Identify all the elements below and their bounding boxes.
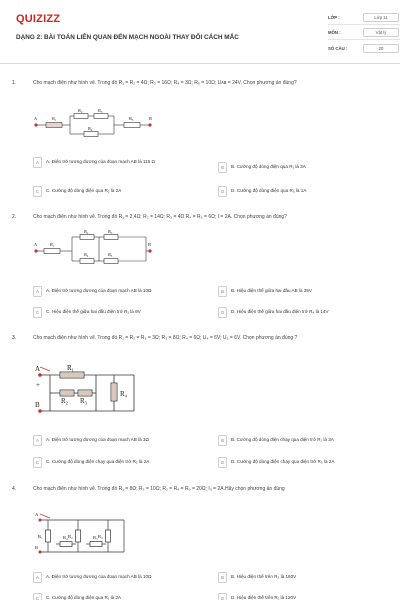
answer-option-d[interactable]: [218, 457, 388, 470]
circuit-label: R₁: [38, 534, 43, 539]
answer-option-a[interactable]: [33, 435, 211, 448]
question-text: Cho mạch điện như hình vẽ. Trong đó R₁ = R₂ = 4Ω; R₃ = 16Ω; R₄ = 3Ω; R₅ = 10Ω; Uᴀʙ = 24V. Chọn phương án đúng?: [33, 80, 297, 86]
option-text: D. Hiệu điện thế trên R₁ là 120V: [231, 595, 297, 600]
circuit-label: B: [35, 545, 39, 550]
circuit-label: R₄: [63, 535, 68, 540]
answer-option-c[interactable]: [33, 457, 211, 470]
option-key: A: [33, 157, 42, 168]
option-text: B. Cường độ dòng điện chạy qua điện trở R₁ là 3A: [231, 437, 334, 442]
circuit-label: R₂: [61, 397, 69, 405]
circuit-label: +: [36, 381, 40, 389]
option-key: C: [33, 457, 42, 468]
circuit-label: R₃: [98, 534, 103, 539]
option-text: A. Điện trở tương đương của đoạn mạch AB là 10Ω: [46, 288, 152, 293]
circuit-label: R₂: [84, 229, 89, 234]
divider: [328, 24, 400, 25]
option-key: D: [218, 457, 227, 468]
circuit-label: R₄: [88, 126, 93, 131]
question-text: Cho mạch điện như hình vẽ. Trong đó R₁ = R₂ = R₃ = 3Ω; R₃ = 8Ω; R₄ = 6Ω; U₄ = 6V; U₅ = 6V. Chọn phương án đúng ?: [33, 335, 298, 341]
question-text: Cho mạch điện như hình vẽ. Trong đó R₁ = 8Ω; R₃ = 10Ω; R₂ = R₄ = R₅ = 20Ω; I₃ = 2A.Hãy chọn phương án đúng: [33, 486, 285, 492]
option-text: C. Cường độ dòng điện qua R₂ là 2A: [46, 188, 122, 193]
answer-option-b[interactable]: [218, 286, 388, 299]
question-number: 4.: [12, 486, 17, 492]
option-key: A: [33, 572, 42, 583]
circuit-label: R₃: [80, 397, 88, 405]
answer-option-b[interactable]: [218, 572, 388, 585]
circuit-label: A: [35, 365, 41, 373]
divider: [328, 39, 400, 40]
answer-option-c[interactable]: [33, 593, 211, 600]
question-count-value: 20: [363, 44, 399, 53]
circuit-label: R₅: [108, 252, 113, 257]
subject-label: MÔN :: [328, 30, 341, 35]
option-key: B: [218, 162, 227, 173]
quizizz-logo[interactable]: QUIZIZZ: [16, 13, 61, 25]
option-key: A: [33, 286, 42, 297]
circuit-label: A: [35, 512, 39, 517]
option-key: A: [33, 435, 42, 446]
circuit-diagram: [34, 512, 134, 558]
answer-option-b[interactable]: [218, 435, 388, 448]
circuit-label: R₁: [52, 116, 57, 121]
option-key: B: [218, 435, 227, 446]
answer-option-b[interactable]: [218, 162, 388, 175]
option-text: B. Cường độ dòng điện qua R₁ là 3A: [231, 164, 306, 169]
option-text: D. Cường độ dòng điện chạy qua điện trở R₃ là 2A: [231, 459, 335, 464]
circuit-label: B: [35, 401, 40, 409]
option-text: A. Điện trở tương đương của đoạn mạch AB là 10Ω: [46, 574, 152, 579]
worksheet-header: [0, 0, 400, 64]
option-key: B: [218, 286, 227, 297]
option-text: C. Cường độ dòng điện qua R₁ là 2A: [46, 595, 122, 600]
option-text: C. Hiệu điện thế giữa hai đầu điện trở R₁ là 9V: [46, 309, 141, 314]
answer-option-d[interactable]: [218, 593, 388, 600]
class-value: Lớp 11: [363, 13, 399, 22]
answer-option-a[interactable]: [33, 286, 211, 299]
option-text: D. Hiệu điện thế giữa hai đầu điện trở R₄ là 14V: [231, 309, 329, 314]
circuit-label: R₂: [78, 108, 83, 113]
answer-option-c[interactable]: [33, 307, 211, 320]
answer-option-d[interactable]: [218, 307, 388, 320]
circuit-label: R₃: [108, 229, 113, 234]
circuit-diagram: [34, 363, 154, 425]
circuit-label: R₁: [67, 364, 75, 372]
circuit-label: R₁: [50, 242, 55, 247]
circuit-label: B: [149, 116, 152, 121]
circuit-label: A: [34, 116, 38, 121]
option-key: C: [33, 186, 42, 197]
circuit-label: R₃: [98, 108, 103, 113]
circuit-label: A: [34, 242, 38, 247]
option-text: B. Hiệu điện thế trên R₃ là 160V: [231, 574, 297, 579]
circuit-label: R₂: [68, 534, 73, 539]
circuit-label: R₄: [120, 390, 128, 398]
circuit-diagram: [32, 107, 157, 141]
option-key: D: [218, 307, 227, 318]
answer-option-c[interactable]: [33, 186, 211, 199]
option-text: D. Cường độ dòng điện qua R₃ là 1A: [231, 188, 307, 193]
question-number: 2.: [12, 214, 17, 220]
question-number: 3.: [12, 335, 17, 341]
option-key: D: [218, 593, 227, 600]
option-key: B: [218, 572, 227, 583]
answer-option-a[interactable]: [33, 157, 211, 170]
circuit-diagram: [32, 229, 157, 269]
answer-option-a[interactable]: [33, 572, 211, 585]
option-key: D: [218, 186, 227, 197]
option-text: C. Cường độ dòng điện chạy qua điện trở R₂ là 2A: [46, 459, 150, 464]
subject-value: Vật lý: [363, 28, 399, 37]
option-text: A. Điện trở tương đương của đoạn mạch AB là 115 Ω: [46, 159, 155, 164]
circuit-label: R₅: [93, 535, 98, 540]
question-count-label: SỐ CÂU :: [328, 46, 348, 51]
class-label: LỚP :: [328, 15, 340, 20]
question-text: Cho mạch điện như hình vẽ. Trong đó R₁ = 2,4Ω; R₂ = 14Ω; R₃ = 4Ω R₄ = R₅ = 6Ω; I = 2A. Chọn phương án đúng?: [33, 214, 287, 220]
option-text: A. Điện trở tương đương của đoạn mạch AB là 3Ω: [46, 437, 149, 442]
page-title: DẠNG 2: BÀI TOÁN LIÊN QUAN ĐẾN MẠCH NGOÀI THAY ĐỔI CÁCH MẮC: [16, 34, 239, 41]
option-key: C: [33, 307, 42, 318]
question-number: 1.: [12, 80, 17, 86]
answer-option-d[interactable]: [218, 186, 388, 199]
option-key: C: [33, 593, 42, 600]
circuit-label: R₅: [129, 116, 134, 121]
circuit-label: R₄: [84, 252, 89, 257]
option-text: B. Hiệu điện thế giữa hai đầu AB là 35V: [231, 288, 312, 293]
circuit-label: B: [148, 242, 151, 247]
